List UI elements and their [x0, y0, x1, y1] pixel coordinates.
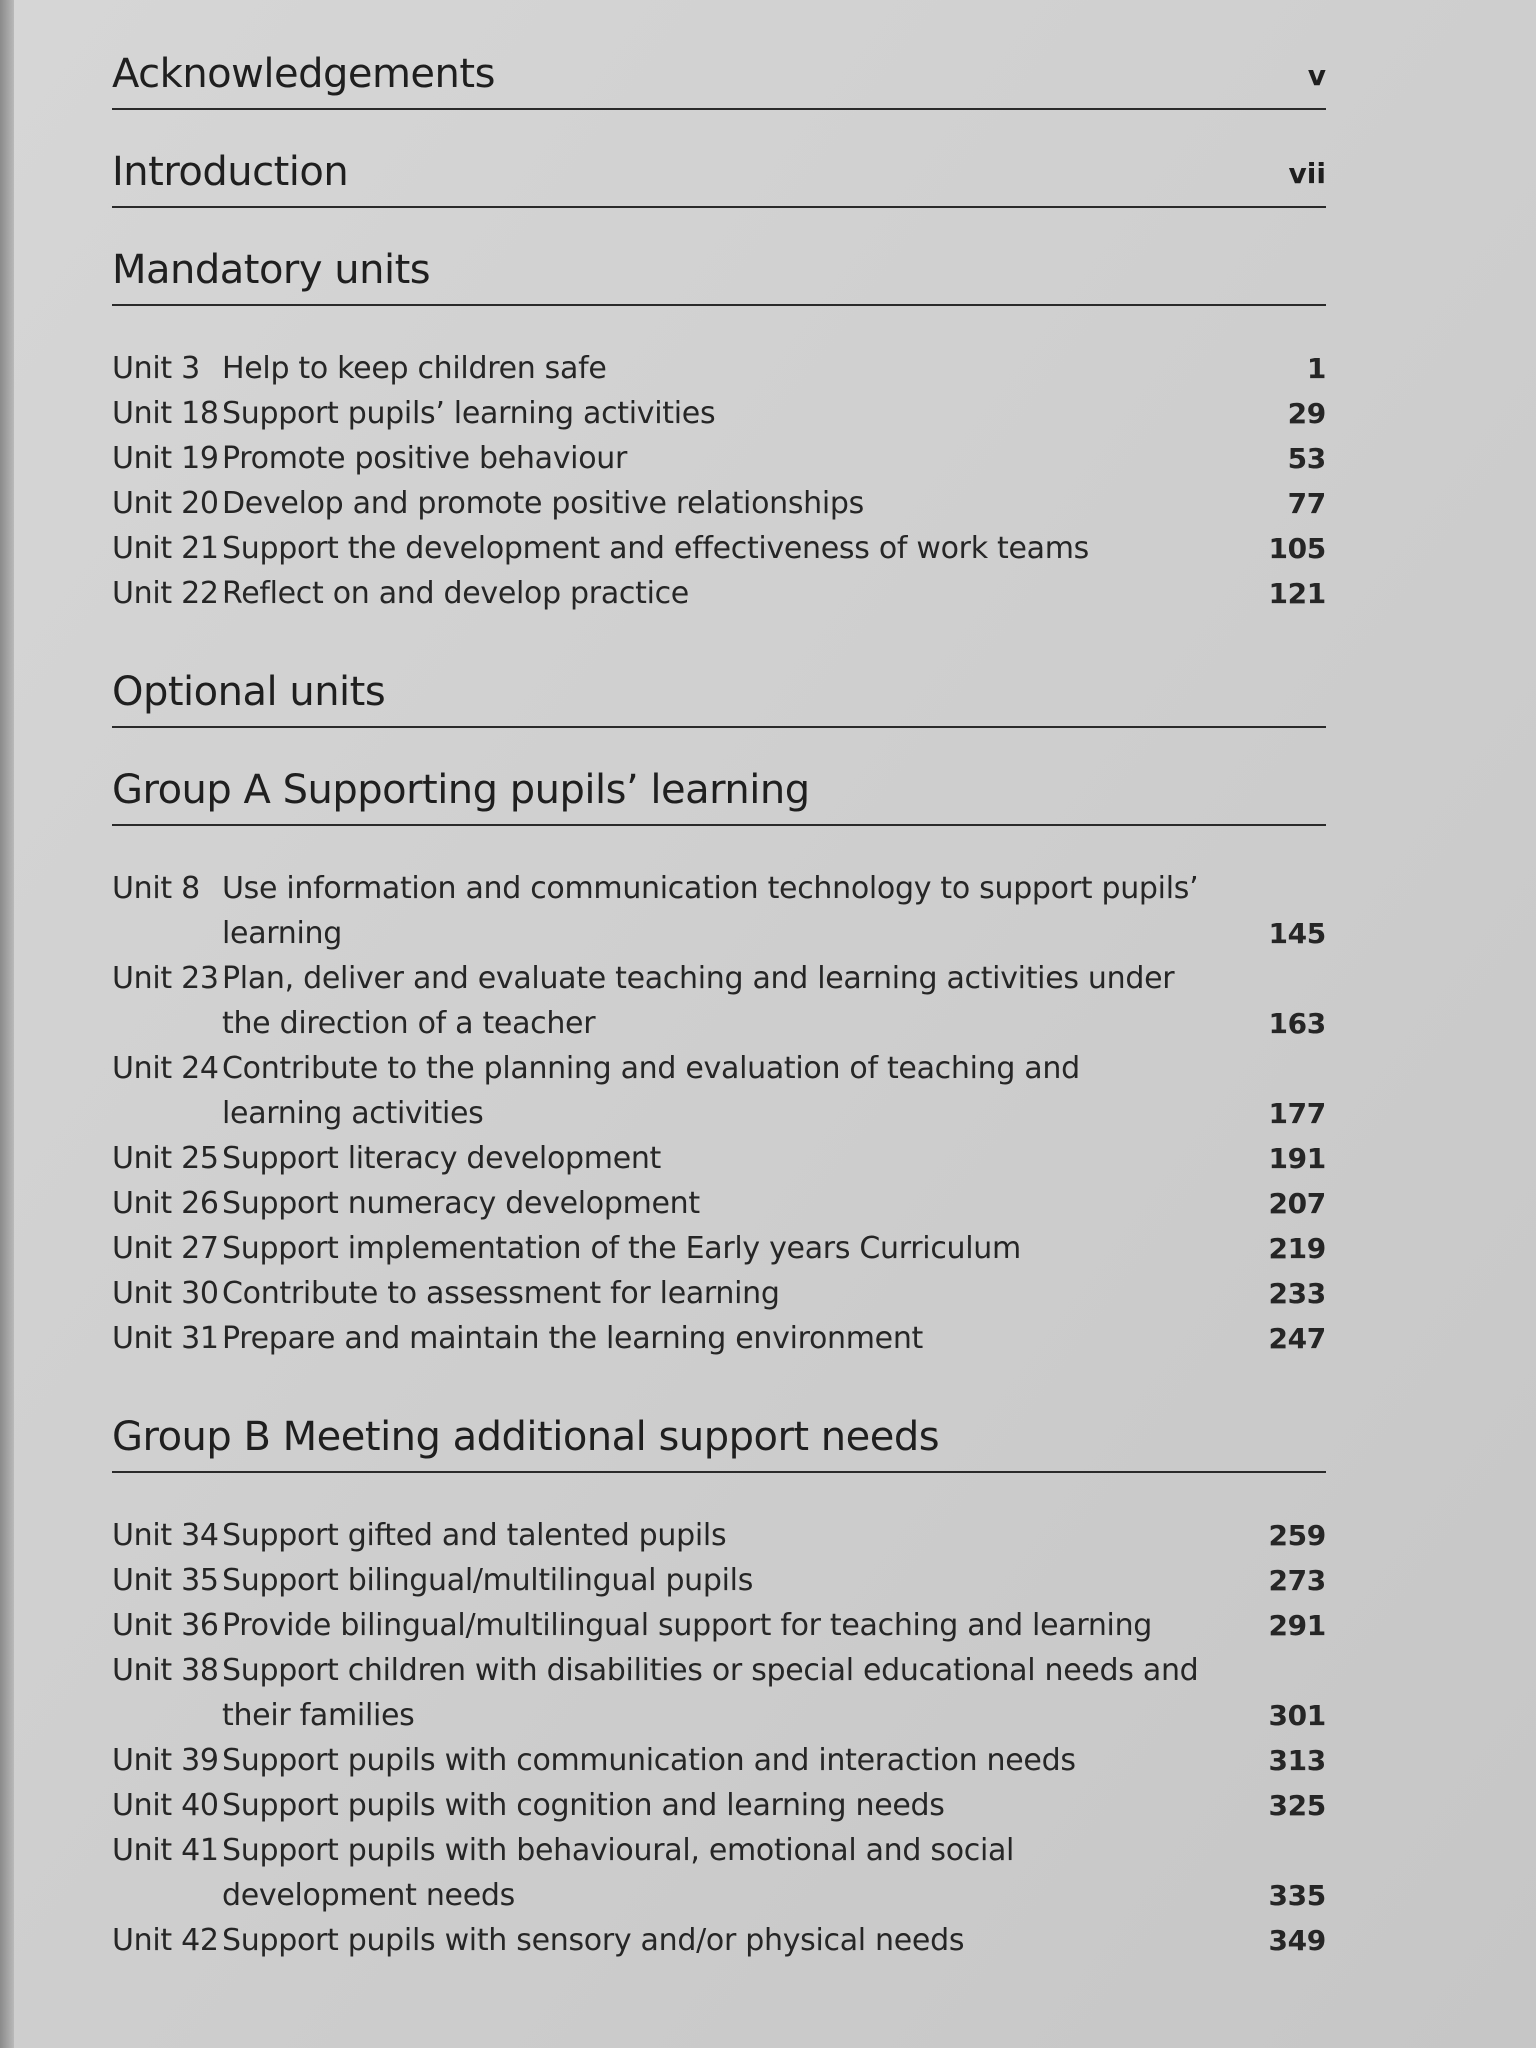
heading-row [112, 768, 1326, 826]
unit-title: Support gifted and talented pupils [222, 1518, 727, 1553]
page-number: 273 [1268, 1564, 1326, 1597]
page-number: 207 [1268, 1187, 1326, 1220]
mandatory-section [112, 248, 1326, 616]
page-number: 105 [1268, 532, 1326, 565]
toc-entry[interactable] [112, 1918, 1326, 1963]
page-number: 53 [1287, 442, 1326, 475]
page-number: 259 [1268, 1519, 1326, 1552]
unit-title: Support children with disabilities or special educational needs and their families [222, 1653, 1199, 1733]
toc-entry[interactable] [112, 1513, 1326, 1558]
toc-entry[interactable] [112, 526, 1326, 571]
toc-entry[interactable] [112, 1828, 1326, 1918]
unit-title: Provide bilingual/multilingual support for teaching and learning [222, 1608, 1153, 1643]
page-number: 219 [1268, 1232, 1326, 1265]
page-number: 1 [1306, 352, 1326, 385]
unit-number: Unit 24 [112, 1051, 219, 1086]
unit-title: Support literacy development [222, 1141, 662, 1176]
page-number: 291 [1268, 1609, 1326, 1642]
unit-title: Plan, deliver and evaluate teaching and learning activities under the direction of a teacher [222, 961, 1175, 1041]
toc-entry[interactable] [112, 1316, 1326, 1361]
page-number: 233 [1268, 1277, 1326, 1310]
section-heading: Mandatory units [112, 247, 431, 293]
toc-introduction[interactable] [112, 150, 1326, 208]
unit-number: Unit 19 [112, 441, 219, 476]
unit-title: Promote positive behaviour [222, 441, 628, 476]
unit-title: Help to keep children safe [222, 351, 607, 386]
group-a-section [112, 768, 1326, 1361]
unit-number: Unit 31 [112, 1321, 219, 1356]
toc-entry[interactable] [112, 1226, 1326, 1271]
unit-title: Support implementation of the Early years Curriculum [222, 1231, 1021, 1266]
page-number: 121 [1268, 577, 1326, 610]
unit-number: Unit 22 [112, 576, 219, 611]
toc-entry[interactable] [112, 1648, 1326, 1738]
toc-entry[interactable] [112, 866, 1326, 956]
toc-entry[interactable] [112, 481, 1326, 526]
unit-title: Support bilingual/multilingual pupils [222, 1563, 754, 1598]
unit-title: Prepare and maintain the learning environment [222, 1321, 924, 1356]
section-heading: Group A Supporting pupils’ learning [112, 767, 810, 813]
page-number: 325 [1268, 1789, 1326, 1822]
section-heading: Optional units [112, 669, 386, 715]
unit-number: Unit 27 [112, 1231, 219, 1266]
unit-title: Support pupils’ learning activities [222, 396, 716, 431]
toc-entry[interactable] [112, 1046, 1326, 1136]
toc-entry[interactable] [112, 1783, 1326, 1828]
page-number: 247 [1268, 1322, 1326, 1355]
page-number: 77 [1287, 487, 1326, 520]
group-a-entries [112, 866, 1326, 1361]
unit-number: Unit 26 [112, 1186, 219, 1221]
heading-row [112, 52, 1326, 110]
page-number: 335 [1268, 1879, 1326, 1912]
unit-number: Unit 30 [112, 1276, 219, 1311]
toc-entry[interactable] [112, 571, 1326, 616]
page-number: 301 [1268, 1699, 1326, 1732]
heading-row [112, 1415, 1326, 1473]
unit-number: Unit 23 [112, 961, 219, 996]
heading-title: Introduction [112, 149, 349, 195]
toc-acknowledgements[interactable] [112, 52, 1326, 110]
page-number: 191 [1268, 1142, 1326, 1175]
heading-row [112, 150, 1326, 208]
toc-entry[interactable] [112, 1738, 1326, 1783]
unit-number: Unit 42 [112, 1923, 219, 1958]
toc-entry[interactable] [112, 1558, 1326, 1603]
unit-number: Unit 18 [112, 396, 219, 431]
toc-entry[interactable] [112, 391, 1326, 436]
page-spine-edge [0, 0, 14, 2048]
group-b-entries [112, 1513, 1326, 1963]
page-number: 29 [1287, 397, 1326, 430]
unit-title: Use information and communication technology to support pupils’ learning [222, 871, 1199, 951]
page-number: 313 [1268, 1744, 1326, 1777]
unit-number: Unit 39 [112, 1743, 219, 1778]
unit-title: Develop and promote positive relationships [222, 486, 864, 521]
unit-title: Support pupils with communication and interaction needs [222, 1743, 1076, 1778]
optional-section [112, 670, 1326, 728]
unit-title: Support pupils with behavioural, emotional and social development needs [222, 1833, 1015, 1913]
unit-number: Unit 41 [112, 1833, 219, 1868]
page-number: v [1307, 59, 1326, 92]
unit-number: Unit 40 [112, 1788, 219, 1823]
mandatory-entries [112, 346, 1326, 616]
unit-number: Unit 3 [112, 351, 200, 386]
toc-entry[interactable] [112, 346, 1326, 391]
unit-title: Support the development and effectiveness of work teams [222, 531, 1089, 566]
heading-row [112, 670, 1326, 728]
unit-number: Unit 38 [112, 1653, 219, 1688]
group-b-section [112, 1415, 1326, 1963]
contents-page [14, 0, 1536, 2048]
heading-title: Acknowledgements [112, 51, 495, 97]
unit-number: Unit 35 [112, 1563, 219, 1598]
unit-title: Support pupils with sensory and/or physical needs [222, 1923, 965, 1958]
unit-number: Unit 36 [112, 1608, 219, 1643]
unit-number: Unit 8 [112, 871, 200, 906]
toc-entry[interactable] [112, 1603, 1326, 1648]
unit-title: Reflect on and develop practice [222, 576, 689, 611]
page-number: 177 [1268, 1097, 1326, 1130]
toc-entry[interactable] [112, 956, 1326, 1046]
unit-number: Unit 25 [112, 1141, 219, 1176]
section-heading: Group B Meeting additional support needs [112, 1414, 940, 1460]
unit-title: Contribute to the planning and evaluation of teaching and learning activities [222, 1051, 1080, 1131]
heading-row [112, 248, 1326, 306]
unit-number: Unit 34 [112, 1518, 219, 1553]
toc-entry[interactable] [112, 1271, 1326, 1316]
toc-entry[interactable] [112, 436, 1326, 481]
unit-title: Contribute to assessment for learning [222, 1276, 780, 1311]
unit-title: Support pupils with cognition and learning needs [222, 1788, 945, 1823]
page-number: vii [1288, 157, 1326, 190]
table-of-contents [112, 52, 1326, 1963]
toc-entry[interactable] [112, 1181, 1326, 1226]
page-number: 145 [1268, 917, 1326, 950]
unit-title: Support numeracy development [222, 1186, 700, 1221]
unit-number: Unit 20 [112, 486, 219, 521]
page-number: 163 [1268, 1007, 1326, 1040]
toc-entry[interactable] [112, 1136, 1326, 1181]
page-number: 349 [1268, 1924, 1326, 1957]
unit-number: Unit 21 [112, 531, 219, 566]
